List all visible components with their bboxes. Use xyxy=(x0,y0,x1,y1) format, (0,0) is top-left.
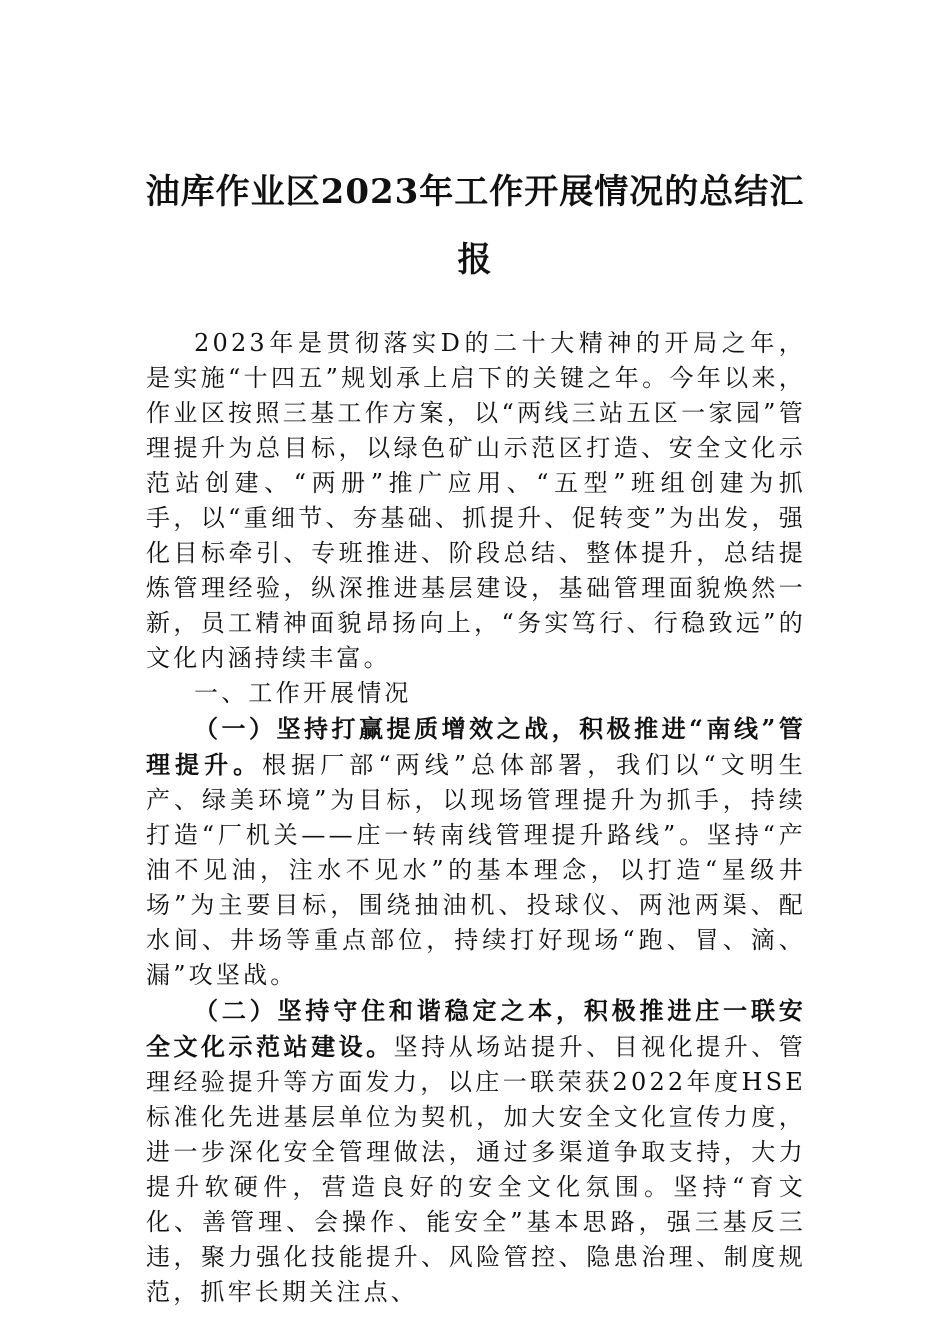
paragraph-lead: （一）坚持打赢提质增效之战，积极推进“南线”管理提升。 xyxy=(146,714,806,779)
paragraph-lead: （二）坚持守住和谐稳定之本，积极推进庄一联安全文化示范站建设。 xyxy=(146,996,806,1061)
paragraph-text: 根据厂部“两线”总体部署，我们以“文明生产、绿美环境”为目标，以现场管理提升为抓手，持续打造“厂机关——庄一转南线管理提升路线”。坚持“产油不见油，注水不见水”的基本理念，以打造“星级井场”为主要目标，围绕抽油机、投球仪、两池两渠、配水间、井场等重点部位，持续打好现场“跑、冒、滴、漏”攻坚战。 xyxy=(146,751,806,989)
paragraph-safety-culture xyxy=(146,993,806,1310)
section-heading-work-progress: 一、工作开展情况 xyxy=(194,679,412,707)
intro-paragraph: 2023年是贯彻落实D的二十大精神的开局之年，是实施“十四五”规划承上启下的关键之年。今年以来，作业区按照三基工作方案，以“两线三站五区一家园”管理提升为总目标，以绿色矿山示范区打造、安全文化示范站创建、“两册”推广应用、“五型”班组创建为抓手，以“重细节、夯基础、抓提升、促转变”为出发，强化目标牵引、专班推进、阶段总结、整体提升，总结提炼管理经验，纵深推进基层建设，基础管理面貌焕然一新，员工精神面貌昂扬向上，“务实笃行、行稳致远”的文化内涵持续丰富。 xyxy=(146,329,806,672)
paragraph-text: 坚持从场站提升、目视化提升、管理经验提升等方面发力，以庄一联荣获2022年度HSE标准化先进基层单位为契机，加大安全文化宣传力度，进一步深化安全管理做法，通过多渠道争取支持，大力提升软硬件，营造良好的安全文化氛围。坚持“育文化、善管理、会操作、能安全”基本思路，强三基反三违，聚力强化技能提升、风险管控、隐患治理、制度规范，抓牢长期关注点、 xyxy=(146,1033,806,1306)
paragraph-south-line xyxy=(146,711,806,993)
document-title: 油库作业区2023年工作开展情况的总结汇报 xyxy=(145,172,805,280)
document-body xyxy=(146,326,806,1310)
